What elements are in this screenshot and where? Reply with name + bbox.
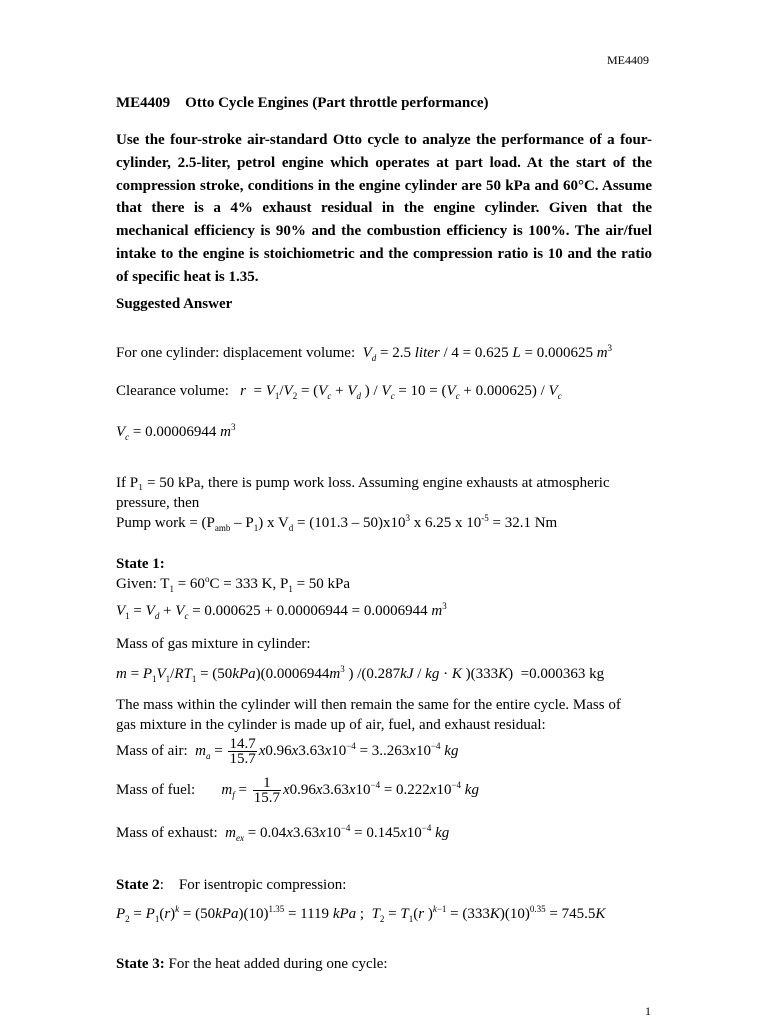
mass-fuel-label: Mass of fuel: <box>116 781 196 798</box>
problem-statement: Use the four-stroke air-standard Otto cycle to analyze the performance of a four-cylinder, 2.5-liter, petrol engine which operates at part load. At the start of the compression stroke, conditions in the engine cylinder are 50 kPa and 60°C. Assume that there is a 4% exhaust residual in the engine cylinder. Given that the mechanical efficiency is 90% and the combustion efficiency is 100%. The air/fuel intake to the engine is stoichiometric and the compression ratio is 10 and the ratio of specific heat is 1.35. <box>116 132 652 285</box>
mass-fuel-line: Mass of fuel: $m_f$ = $\frac{1}{15.7}$ $x0.96x3.63x10^{-4} = 0.222x10^{-4}$ kg <box>116 775 479 806</box>
clearance-equation: $r = V_1/V_2 = (V_c + V_d$ ) / $V_c = 10 = (V_c + 0.000625) / V_c$ <box>240 383 562 401</box>
pump-work-text-2: pressure, then <box>116 495 200 511</box>
mass-air-label: Mass of air: <box>116 742 188 759</box>
clearance-label: Clearance volume: <box>116 383 229 399</box>
state2-line <box>116 877 346 894</box>
mass-mixture-equation <box>116 666 604 683</box>
displacement-line <box>116 345 612 362</box>
mass-result: =0.000363 kg <box>520 666 605 682</box>
air-fuel-fraction: $\frac{14.7}{15.7}$ <box>229 736 256 767</box>
mass-exhaust-label: Mass of exhaust: <box>116 825 218 841</box>
state3-heading: State 3: <box>116 956 165 972</box>
fuel-fraction: $\frac{1}{15.7}$ <box>253 775 280 806</box>
clearance-volume-result: $V_c = 0.00006944$ $m^3$ <box>116 422 236 442</box>
mass-air-line: Mass of air: $m_a$ = $\frac{14.7}{15.7}$ $x0.96x3.63x10^{-4} = 3..263x10^{-4}$ kg <box>116 736 459 767</box>
state2-heading: State 2 <box>116 877 160 893</box>
page-number: 1 <box>645 1004 651 1018</box>
document-title: ME4409 Otto Cycle Engines (Part throttle performance) <box>116 95 489 111</box>
mass-mixture-label: Mass of gas mixture in cylinder: <box>116 636 311 652</box>
suggested-answer-heading: Suggested Answer <box>116 296 233 312</box>
state1-heading: State 1: <box>116 556 165 572</box>
state2-text: : For isentropic compression: <box>159 877 347 893</box>
state3-text: For the heat added during one cycle: <box>164 956 388 972</box>
state3-line <box>116 956 388 973</box>
mass-formula: $m = P_1V_1/RT_1 = (50kPa)(0.0006944m^3$ ) /(0.287kJ / kg · K )(333K) <box>116 664 521 684</box>
pump-work-equation: Pump work = $(P_{amb} - P_1)$ x $V_d = (101.3 - 50)x10^3$ x 6.25 x $10^{-5} = 32.1$ Nm <box>116 513 558 533</box>
pump-work-text-1: If P₁ = 50 kPa, there is pump work loss. Assuming engine exhausts at atmospheric <box>116 475 610 491</box>
state1-text-1: The mass within the cylinder will then remain the same for the entire cycle. Mass of <box>116 697 621 713</box>
state1-volume-equation: $V_1 = V_d + V_c = 0.000625 + 0.00006944 = 0.0006944$ $m^3$ <box>116 601 447 621</box>
state2-equation: $P_2 = P_1(r)^k = (50kPa)(10)^{1.35} = 1119$ kPa ; $T_2 = T_1(r$ )$^{k-1} = (333K)(10)^{0.35} = 745.5K$ <box>116 904 606 924</box>
clearance-line <box>116 383 562 400</box>
displacement-label: For one cylinder: displacement volume: <box>116 345 356 361</box>
mass-exhaust-line: Mass of exhaust: $m_{ex} = 0.04x3.63x10^{-4} = 0.145x10^{-4}$ kg <box>116 823 450 843</box>
state1-given: Given: $T_1 = 60^oC = 333$ K, $P_1 = 50$ kPa <box>116 574 351 594</box>
state1-text-2: gas mixture in the cylinder is made up of air, fuel, and exhaust residual: <box>116 717 546 733</box>
header-course-code: ME4409 <box>607 53 649 67</box>
displacement-equation: $V_d = 2.5$ liter / 4 = 0.625 L = 0.000625 $m^3$ <box>362 343 613 363</box>
